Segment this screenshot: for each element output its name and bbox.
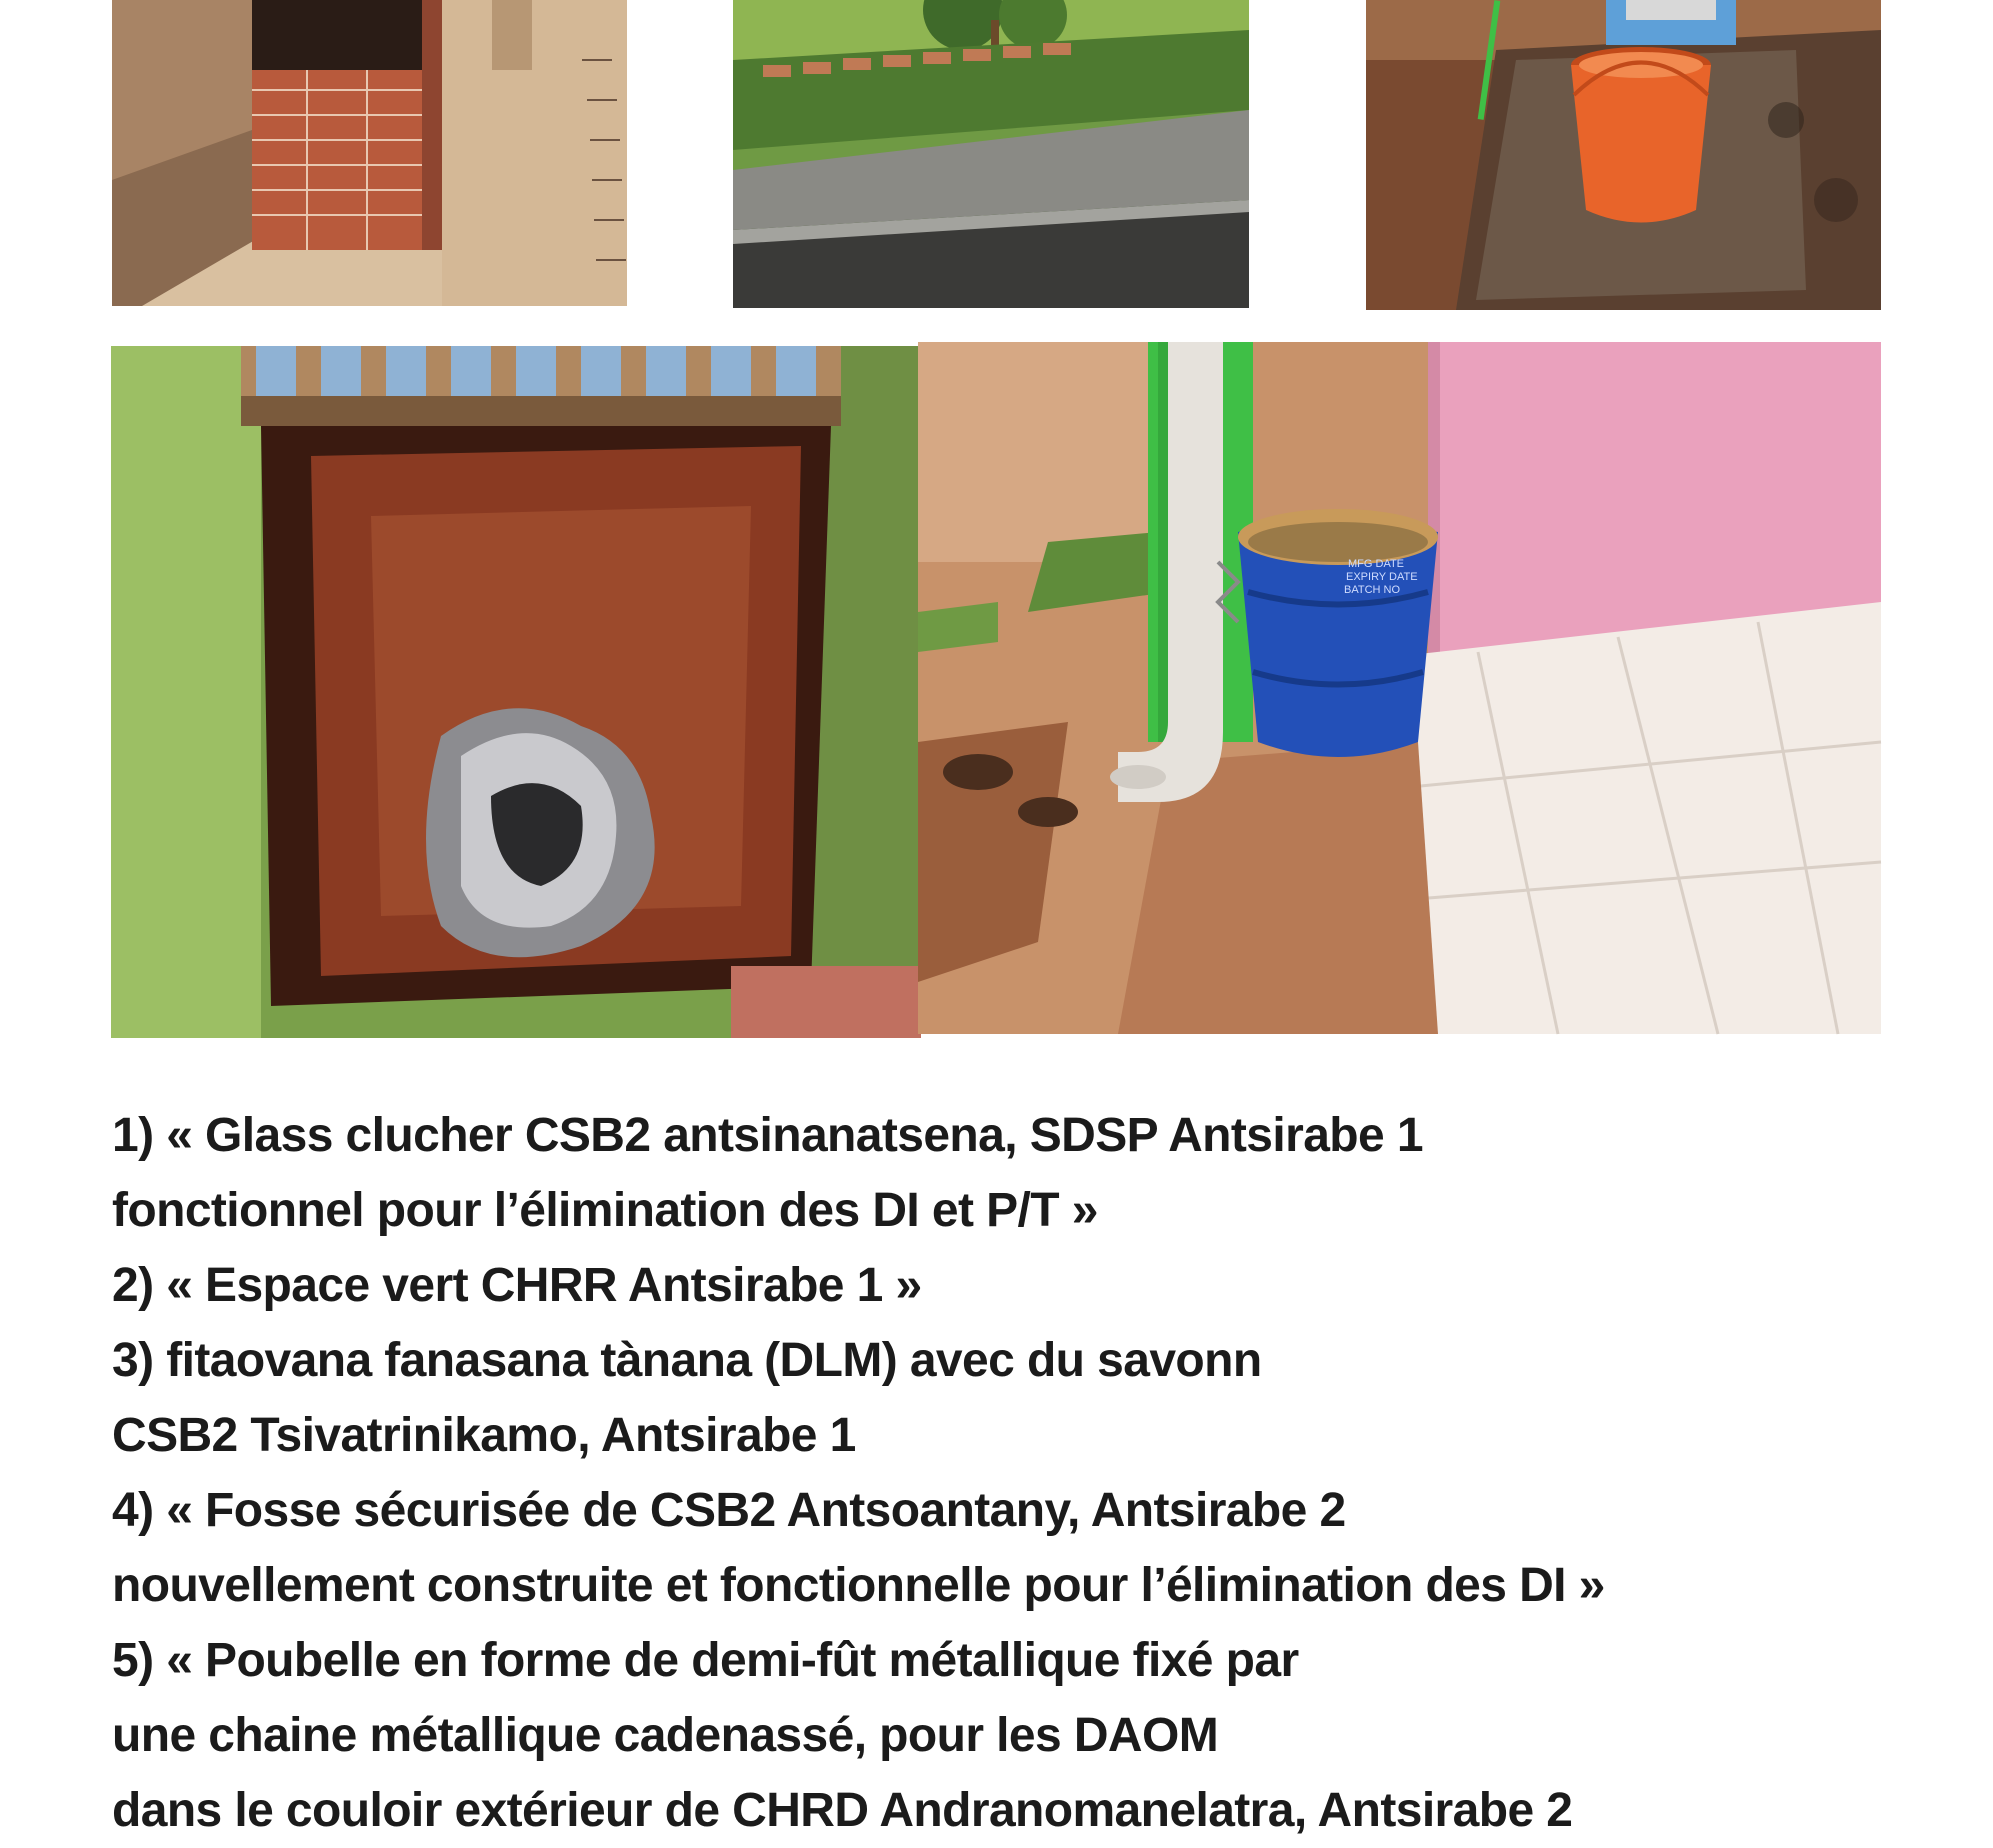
hand-washing-station-photo	[1366, 0, 1881, 310]
photo-captions	[112, 1098, 1952, 1848]
caption-line-7: nouvellement construite et fonctionnelle pour l’élimination des DI »	[112, 1559, 1605, 1612]
caption-line-4: 3) fitaovana fanasana tànana (DLM) avec du savonn	[112, 1334, 1262, 1387]
drum-label-batch: BATCH NO	[1344, 584, 1401, 596]
glass-crusher-photo	[112, 0, 627, 306]
caption-line-1: 1) « Glass clucher CSB2 antsinanatsena, SDSP Antsirabe 1	[112, 1109, 1423, 1162]
caption-line-10: dans le couloir extérieur de CHRD Andranomanelatra, Antsirabe 2	[112, 1784, 1573, 1837]
caption-line-2: fonctionnel pour l’élimination des DI et P/T »	[112, 1184, 1098, 1237]
caption-line-8: 5) « Poubelle en forme de demi-fût métallique fixé par	[112, 1634, 1299, 1687]
caption-line-6: 4) « Fosse sécurisée de CSB2 Antsoantany, Antsirabe 2	[112, 1484, 1346, 1537]
secured-pit-photo	[111, 346, 921, 1038]
metal-drum-bin-photo	[918, 342, 1881, 1034]
caption-line-5: CSB2 Tsivatrinikamo, Antsirabe 1	[112, 1409, 856, 1462]
caption-line-9: une chaine métallique cadenassé, pour les DAOM	[112, 1709, 1219, 1762]
drum-label-expiry: EXPIRY DATE	[1346, 571, 1418, 583]
green-space-photo	[733, 0, 1249, 308]
drum-label-mfg: MFG DATE	[1348, 558, 1405, 570]
caption-line-3: 2) « Espace vert CHRR Antsirabe 1 »	[112, 1259, 922, 1312]
